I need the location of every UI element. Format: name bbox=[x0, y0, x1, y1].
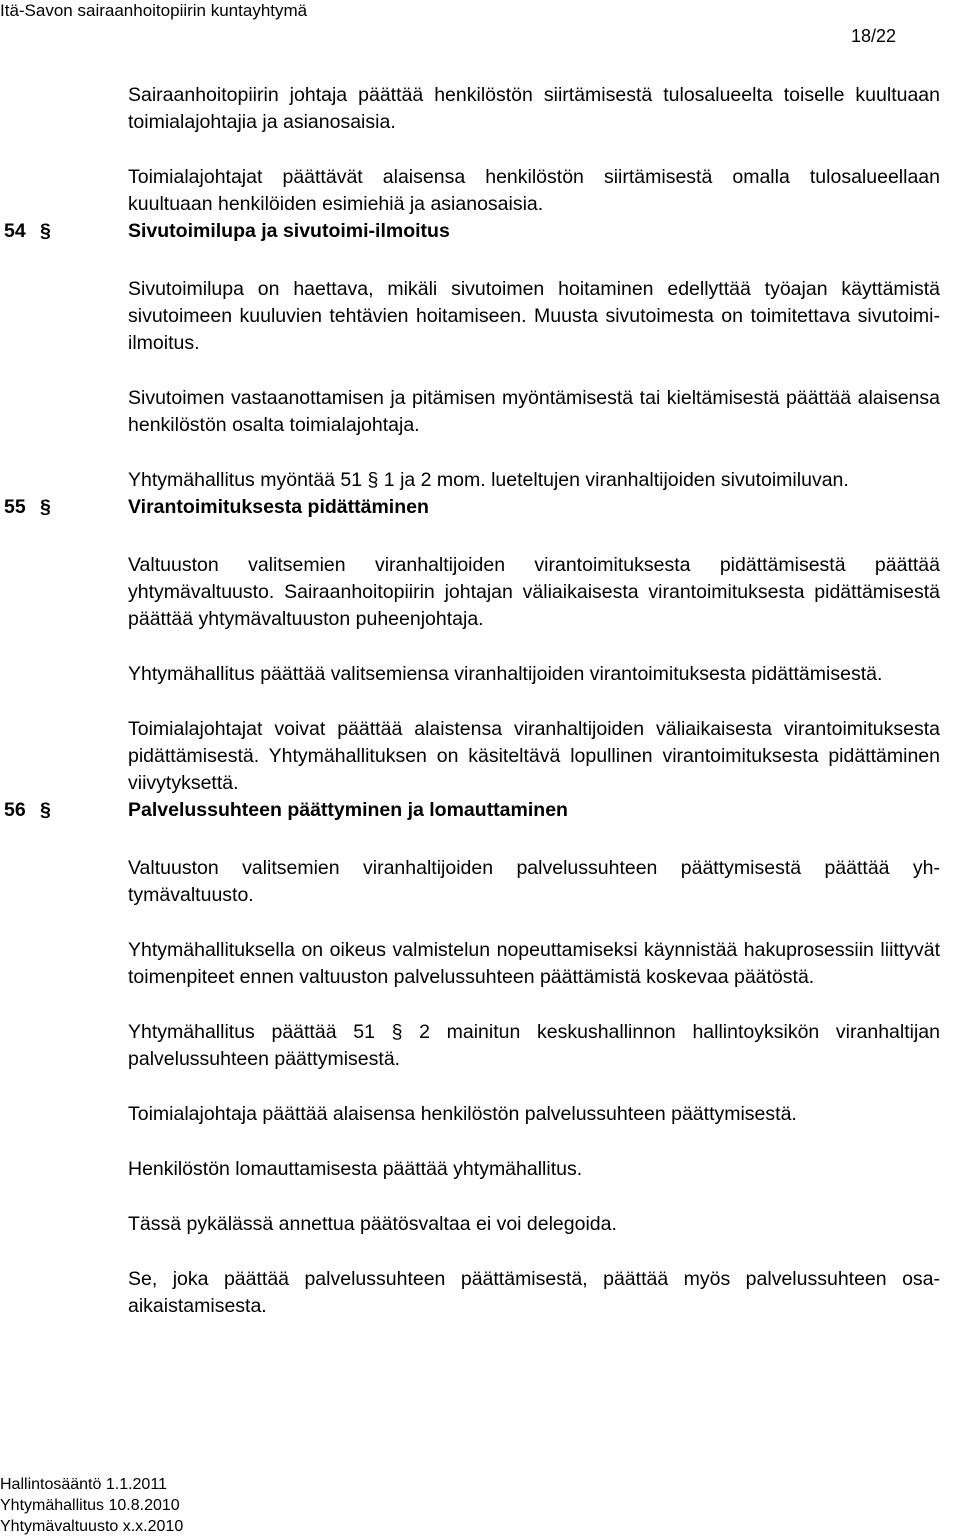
document-body bbox=[0, 82, 960, 1320]
footer-regulation-date: Hallintosääntö 1.1.2011 bbox=[0, 1476, 167, 1493]
footer-council-date: Yhtymävaltuusto x.x.2010 bbox=[0, 1518, 184, 1535]
section-paragraph: Valtuuston valitsemien viranhaltijoiden palvelussuhteen päättymisestä päättää yhtymävaltuusto. bbox=[128, 857, 940, 906]
section-paragraph: Yhtymähallituksella on oikeus valmistelun nopeuttamiseksi käynnistää hakuprosessiin liittyvät toimenpiteet ennen valtuuston palvelussuhteen päättämistä koskevaa päätöstä. bbox=[128, 939, 940, 988]
section-paragraph: Se, joka päättää palvelussuhteen päättämisestä, päättää myös palvelussuhteen osa-aikaistamisesta. bbox=[128, 1268, 940, 1317]
document-footer bbox=[0, 1474, 183, 1537]
section-55 bbox=[0, 494, 960, 797]
section-paragraph: Valtuuston valitsemien viranhaltijoiden virantoimituksesta pidättämisestä päättää yhtymävaltuusto. Sairaanhoitopiirin johtajan väliaikaisesta virantoimituksesta pidättämisestä päättää yhtymävaltuuston puheenjohtaja. bbox=[128, 554, 940, 630]
section-paragraph: Sivutoimen vastaanottamisen ja pitämisen myöntämisestä tai kieltämisestä päättää alaisensa henkilöstön osalta toimialajohtaja. bbox=[128, 387, 940, 436]
section-title: Sivutoimilupa ja sivutoimi-ilmoitus bbox=[128, 220, 450, 242]
intro-paragraph-2: Toimialajohtajat päättävät alaisensa henkilöstön siirtämisestä omalla tulosalueellaan kuultuaan henkilöiden esimiehiä ja asianosaisia. bbox=[128, 166, 940, 215]
section-paragraph: Tässä pykälässä annettua päätösvaltaa ei voi delegoida. bbox=[128, 1213, 617, 1235]
section-sign: § bbox=[40, 220, 51, 242]
section-heading bbox=[0, 797, 960, 824]
section-number: 54 bbox=[4, 220, 26, 242]
section-title: Virantoimituksesta pidättäminen bbox=[128, 496, 429, 518]
section-number: 56 bbox=[4, 799, 26, 821]
section-heading bbox=[0, 218, 960, 245]
section-sign: § bbox=[40, 496, 51, 518]
section-title: Palvelussuhteen päättyminen ja lomauttaminen bbox=[128, 799, 568, 821]
page-number: 18/22 bbox=[850, 26, 896, 46]
section-paragraph: Toimialajohtajat voivat päättää alaistensa viranhaltijoiden väliaikaisesta virantoimituksesta pidättämisestä. Yhtymähallituksen on käsiteltävä lopullinen virantoimituksesta pidättäminen viivytyksettä. bbox=[128, 718, 940, 794]
section-paragraph: Toimialajohtaja päättää alaisensa henkilöstön palvelussuhteen päättymisestä. bbox=[128, 1103, 797, 1125]
section-56 bbox=[0, 797, 960, 1320]
section-paragraph: Yhtymähallitus päättää 51 § 2 mainitun keskushallinnon hallintoyksikön viranhaltijan palvelussuhteen päättymisestä. bbox=[128, 1021, 940, 1070]
section-paragraph: Yhtymähallitus myöntää 51 § 1 ja 2 mom. lueteltujen viranhaltijoiden sivutoimiluvan. bbox=[128, 469, 849, 491]
section-paragraph: Sivutoimilupa on haettava, mikäli sivutoimen hoitaminen edellyttää työajan käyttämistä sivutoimeen kuuluvien tehtävien hoitamiseen. Muusta sivutoimesta on toimitettava sivutoimi-ilmoitus. bbox=[128, 278, 940, 354]
section-paragraph: Henkilöstön lomauttamisesta päättää yhtymähallitus. bbox=[128, 1158, 583, 1180]
section-number: 55 bbox=[4, 496, 26, 518]
section-sign: § bbox=[40, 799, 51, 821]
document-header-organization: Itä-Savon sairaanhoitopiirin kuntayhtymä bbox=[0, 1, 308, 20]
footer-board-date: Yhtymähallitus 10.8.2010 bbox=[0, 1497, 180, 1514]
section-paragraph: Yhtymähallitus päättää valitsemiensa viranhaltijoiden virantoimituksesta pidättämisestä. bbox=[128, 663, 883, 685]
section-54 bbox=[0, 218, 960, 494]
section-heading bbox=[0, 494, 960, 521]
intro-paragraph-1: Sairaanhoitopiirin johtaja päättää henkilöstön siirtämisestä tulosalueelta toiselle kuultuaan toimialajohtajia ja asianosaisia. bbox=[128, 84, 940, 133]
